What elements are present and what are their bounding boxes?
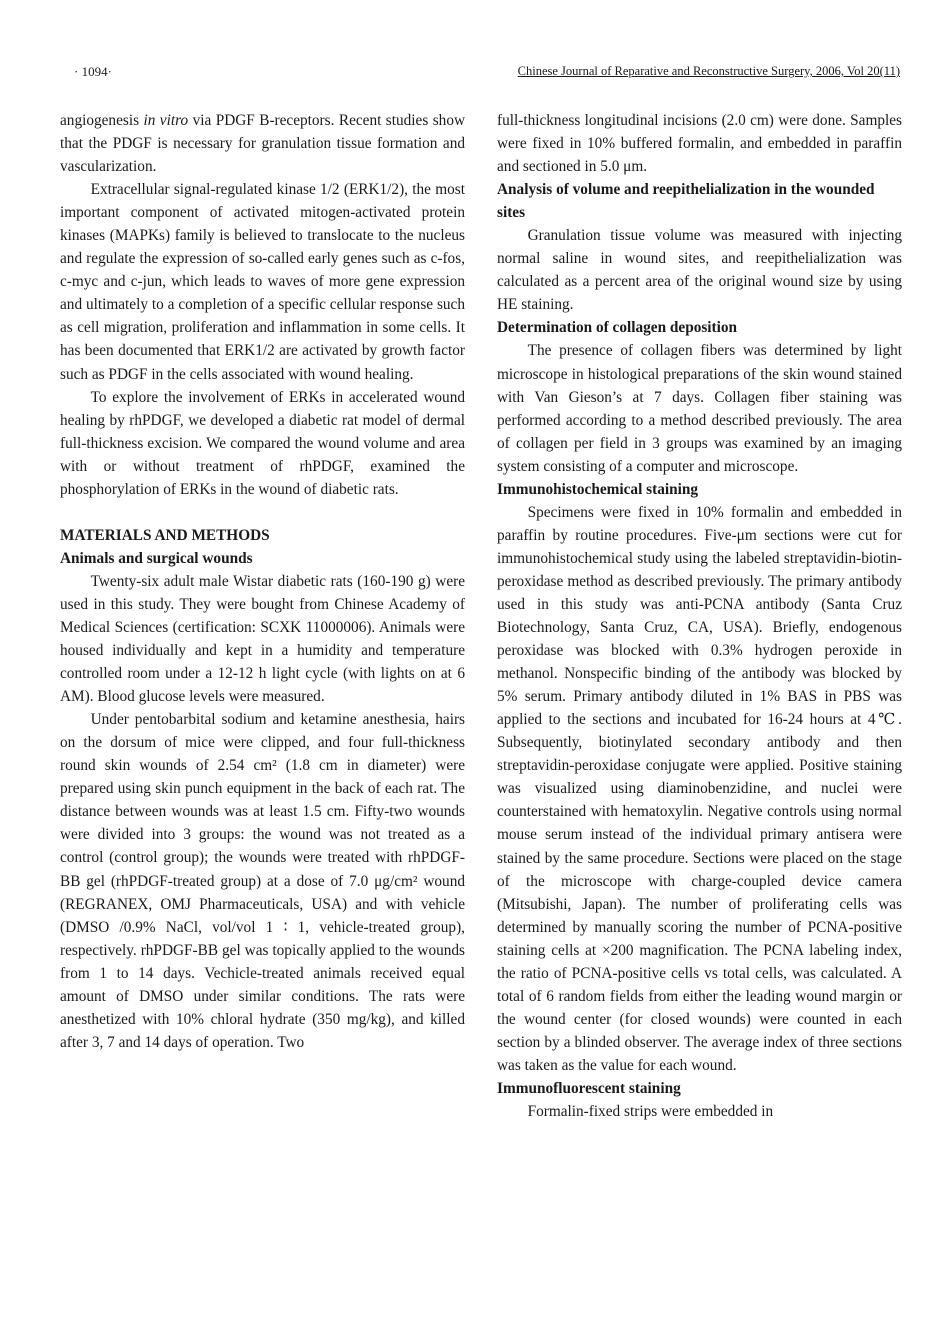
spacer bbox=[60, 501, 465, 524]
page-header bbox=[74, 64, 900, 84]
subsection-heading: Determination of collagen deposition bbox=[497, 319, 738, 337]
subsection-heading: Animals and surgical wounds bbox=[60, 549, 253, 567]
journal-citation[interactable]: Chinese Journal of Reparative and Reconstructive Surgery, 2006, Vol 20(11) bbox=[517, 64, 900, 78]
paragraph: full-thickness longitudinal incisions (2.0 cm) were done. Samples were fixed in 10% buffered formalin, and embedded in paraffin and sectioned in 5.0 μm. bbox=[497, 112, 902, 176]
paragraph: Formalin-fixed strips were embedded in bbox=[527, 1103, 774, 1121]
paragraph: Twenty-six adult male Wistar diabetic rats (160-190 g) were used in this study. They were bought from Chinese Academy of Medical Sciences (certification: SCXK 11000006). Animals were housed individually and kept in a humidity and temperature controlled room under a 12-12 h light cycle (with lights on at 6 AM). Blood glucose levels were measured. bbox=[60, 572, 465, 706]
page-number: · 1094· bbox=[74, 64, 112, 79]
paragraph: To explore the involvement of ERKs in accelerated wound healing by rhPDGF, we developed a diabetic rat model of dermal full-thickness excision. We compared the wound volume and area with or without treatment of rhPDGF, examined the phosphorylation of ERKs in the wound of diabetic rats. bbox=[60, 388, 465, 498]
paragraph: angiogenesis in vitro via PDGF B-receptors. Recent studies show that the PDGF is necessary for granulation tissue formation and vascularization. bbox=[60, 112, 466, 176]
paragraph: The presence of collagen fibers was determined by light microscope in histological preparations of the skin wound stained with Van Gieson’s at 7 days. Collagen fiber staining was performed according to a method described previously. The area of collagen per field in 3 groups was examined by an imaging system consisting of a computer and microscope. bbox=[497, 342, 902, 475]
paragraph: Extracellular signal-regulated kinase 1/2 (ERK1/2), the most important component of activated mitogen-activated protein kinases (MAPKs) family is believed to translocate to the nucleus and regulate the expression of so-called early genes such as c-fos, c-myc and c-jun, which leads to waves of more gene expression and ultimately to a completion of a specific cellular response such as cell migration, proliferation and inflammation in some cells. It has been documented that ERK1/2 are activated by growth factor such as PDGF in the cells associated with wound healing. bbox=[60, 181, 465, 383]
subsection-heading: Immunofluorescent staining bbox=[497, 1079, 681, 1097]
paragraph: Granulation tissue volume was measured with injecting normal saline in wound sites, and reepithelialization was calculated as a percent area of the original wound size by using HE staining. bbox=[497, 227, 902, 314]
subsection-heading: Immunohistochemical staining bbox=[497, 480, 699, 498]
paragraph: Under pentobarbital sodium and ketamine anesthesia, hairs on the dorsum of mice were clipped, and four full-thickness round skin wounds of 2.54 cm² (1.8 cm in diameter) were prepared using skin punch equipment in the back of each rat. The distance between wounds was at least 1.5 cm. Fifty-two wounds were divided into 3 groups: the wound was not treated as a control (control group); the wounds were treated with rhPDGF-BB gel (rhPDGF-treated group) at a dose of 7.0 μg/cm² wound (REGRANEX, OMJ Pharmaceuticals, USA) and with vehicle (DMSO /0.9% NaCl, vol/vol 1 ∶ 1, vehicle-treated group), respectively. rhPDGF-BB gel was topically applied to the wounds from 1 to 14 days. Vechicle-treated animals received equal amount of DMSO under similar conditions. The rats were anesthetized with 10% chloral hydrate (350 mg/kg), and killed after 3, 7 and 14 days of operation. Two bbox=[60, 711, 465, 1051]
paragraph: Specimens were fixed in 10% formalin and embedded in paraffin by routine procedures. Five-μm sections were cut for immunohistochemical study using the labeled streptavidin-biotin-peroxidase method as described previously. The primary antibody used in this study was anti-PCNA antibody (Santa Cruz Biotechnology, Santa Cruz, CA, USA). Briefly, endogenous peroxidase was blocked with 0.3% hydrogen peroxide in methanol. Nonspecific binding of the antibody was blocked by 5% serum. Primary antibody diluted in 1% BAS in PBS was applied to the sections and incubated for 16-24 hours at 4℃. Subsequently, biotinylated secondary antibody and then streptavidin-peroxidase conjugate were applied. Positive staining was visualized using diaminobenzidine, and nuclei were counterstained with hematoxylin. Negative controls using normal mouse serum instead of the individual primary antisera were stained by the same procedure. Sections were placed on the stage of the microscope with charge-coupled device camera (Mitsubishi, Japan). The number of proliferating cells was determined by manually scoring the number of PCNA-positive staining cells at ×200 magnification. The PCNA labeling index, the ratio of PCNA-positive cells vs total cells, was calculated. A total of 6 random fields from either the leading wound margin or the wound center (for closed wounds) were counted in each section by a blinded observer. The average index of three sections was taken as the value for each wound. bbox=[497, 503, 902, 1074]
left-column bbox=[60, 109, 465, 1054]
right-column bbox=[497, 109, 902, 1123]
section-heading: MATERIALS AND METHODS bbox=[60, 526, 270, 544]
subsection-heading: Analysis of volume and reepithelialization in the wounded sites bbox=[497, 181, 875, 222]
